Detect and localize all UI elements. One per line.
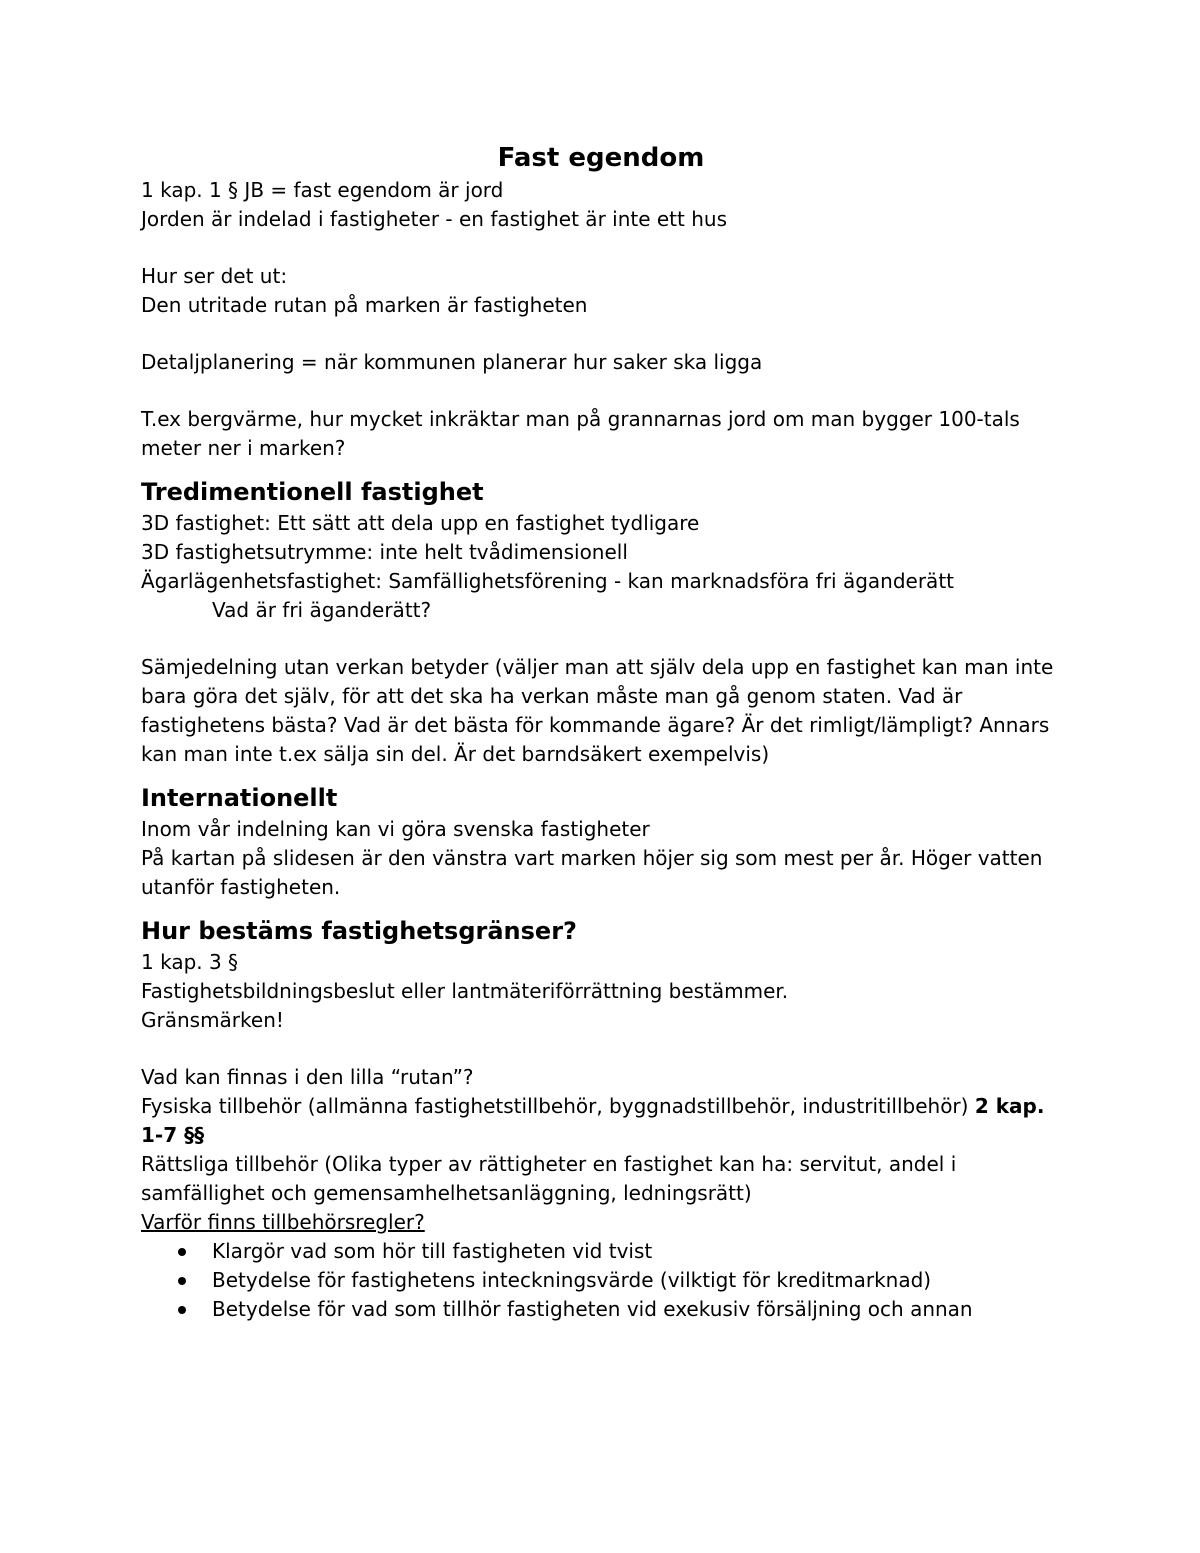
text-line: Gränsmärken! <box>141 1008 284 1032</box>
text-line: Fastighetsbildningsbeslut eller lantmäteriförrättning bestämmer. <box>141 979 789 1003</box>
text-line: 3D fastighetsutrymme: inte helt tvådimensionell <box>141 540 628 564</box>
text-line: Vad kan finnas i den lilla “rutan”? <box>141 1065 474 1089</box>
document-body <box>141 140 1061 1324</box>
text-line: 1 kap. 1 § JB = fast egendom är jord <box>141 178 504 202</box>
list-item-text: Betydelse för vad som tillhör fastigheten vid exekusiv försäljning och annan <box>212 1297 973 1321</box>
list-item-text: Klargör vad som hör till fastigheten vid tvist <box>212 1239 653 1263</box>
list-item <box>141 1295 1061 1324</box>
section-heading: Internationellt <box>141 784 338 812</box>
page-title: Fast egendom <box>497 143 705 173</box>
indented-question: Vad är fri äganderätt? <box>212 598 432 622</box>
text-paragraph: Rättsliga tillbehör (Olika typer av rättigheter en fastighet kan ha: servitut, andel i samfällighet och gemensamhelhetsanläggning, ledningsrätt) <box>141 1152 957 1205</box>
list-item-text: Betydelse för fastighetens inteckningsvärde (vilktigt för kreditmarknad) <box>212 1268 932 1292</box>
bullet-icon <box>178 1277 186 1285</box>
bullet-icon <box>178 1248 186 1256</box>
text-line: Jorden är indelad i fastigheter - en fastighet är inte ett hus <box>141 207 727 231</box>
text-paragraph: På kartan på slidesen är den vänstra vart marken höjer sig som mest per år. Höger vatten utanför fastigheten. <box>141 846 1043 899</box>
text-line: Ägarlägenhetsfastighet: Samfällighetsförening - kan marknadsföra fri äganderätt <box>141 569 954 593</box>
list-item <box>141 1237 1061 1266</box>
text-paragraph <box>141 1092 1061 1150</box>
text-line: Detaljplanering = när kommunen planerar hur saker ska ligga <box>141 350 763 374</box>
section-heading: Tredimentionell fastighet <box>141 478 484 506</box>
text-line: Hur ser det ut: <box>141 264 288 288</box>
text-span: Fysiska tillbehör (allmänna fastighetstillbehör, byggnadstillbehör, industritillbehör) <box>141 1094 975 1118</box>
bullet-icon <box>178 1306 186 1314</box>
text-line: Inom vår indelning kan vi göra svenska fastigheter <box>141 817 650 841</box>
text-paragraph: T.ex bergvärme, hur mycket inkräktar man på grannarnas jord om man bygger 100-tals meter ner i marken? <box>141 407 1020 460</box>
bold-reference: 2 kap. 1-7 §§ <box>141 1094 1045 1147</box>
list-item <box>141 1266 1061 1295</box>
section-heading: Hur bestäms fastighetsgränser? <box>141 917 577 945</box>
text-line: 1 kap. 3 § <box>141 950 239 974</box>
text-line: Den utritade rutan på marken är fastigheten <box>141 293 588 317</box>
underlined-question: Varför finns tillbehörsregler? <box>141 1210 425 1234</box>
text-paragraph: Sämjedelning utan verkan betyder (väljer man att själv dela upp en fastighet kan man inte bara göra det själv, för att det ska ha verkan måste man gå genom staten. Vad är fastighetens bästa? Vad är det bästa för kommande ägare? Är det rimligt/lämpligt? Annars kan man inte t.ex sälja sin del. Är det barndsäkert exempelvis) <box>141 655 1054 766</box>
bullet-list <box>141 1237 1061 1324</box>
text-line: 3D fastighet: Ett sätt att dela upp en fastighet tydligare <box>141 511 700 535</box>
